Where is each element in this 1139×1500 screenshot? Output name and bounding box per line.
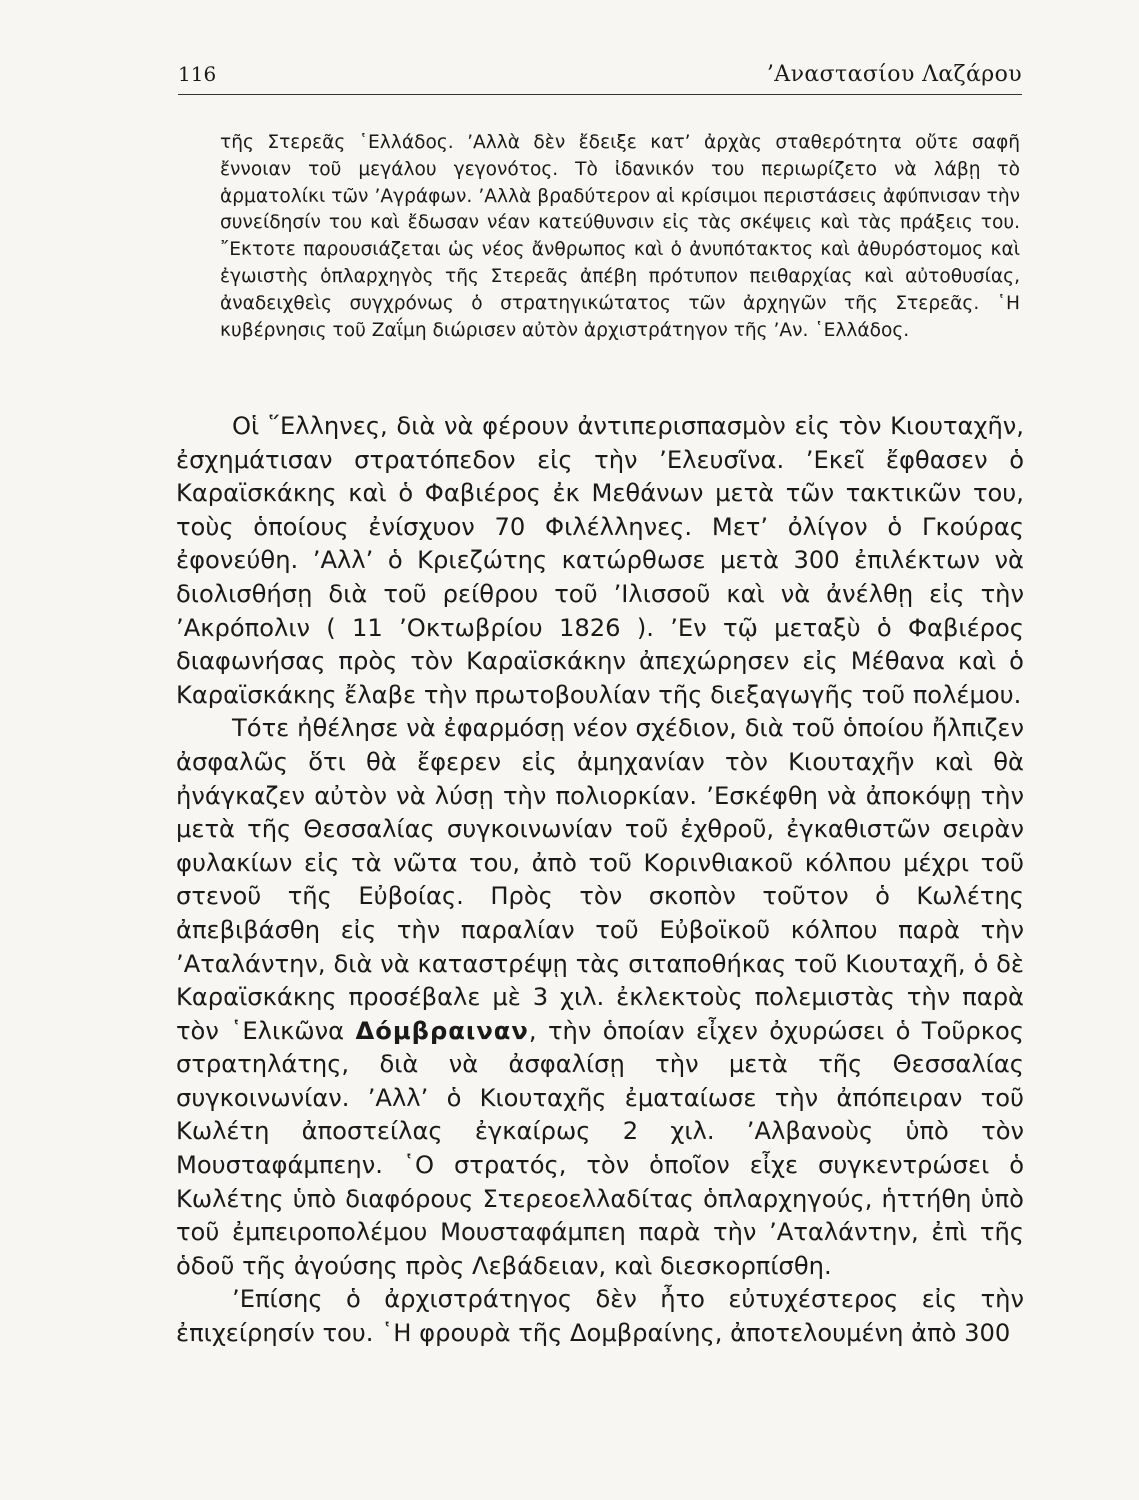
paragraph-2 [176,712,1024,1283]
paragraph-1: Οἱ ῞Ελληνες, διὰ νὰ φέρουν ἀντιπερισπασμὸν εἰς τὸν Κιουταχῆν, ἐσχημάτισαν στρατόπεδον εἰς τὴν ’Ελευσῖνα. ’Εκεῖ ἔφθασεν ὁ Καραϊσκάκης καὶ ὁ Φαβιέρος ἐκ Μεθάνων μετὰ τῶν τακτικῶν του, τοὺς ὁποίους ἐνίσχυον 70 Φιλέλληνες. Μετ’ ὀλίγον ὁ Γκούρας ἐφονεύθη. ’Αλλ’ ὁ Κριεζώτης κατώρθωσε μετὰ 300 ἐπιλέκτων νὰ διολισθήσῃ διὰ τοῦ ρείθρου τοῦ ’Ιλισσοῦ καὶ νὰ ἀνέλθῃ εἰς τὴν ’Ακρόπολιν ( 11 ’Οκτωβρίου 1826 ). ’Εν τῷ μεταξὺ ὁ Φαβιέρος διαφωνήσας πρὸς τὸν Καραϊσκάκην ἀπεχώρησεν εἰς Μέθανα καὶ ὁ Καραϊσκάκης ἔλαβε τὴν πρωτοβουλίαν τῆς διεξαγωγῆς τοῦ πολέμου. [176,412,1024,709]
highlighted-place-name: Δόμβραιναν [355,1016,529,1045]
paragraph-2-part-2: , τὴν ὁποίαν εἶχεν ὀχυρώσει ὁ Τοῦρκος στρατηλάτης, διὰ νὰ ἀσφαλίσῃ τὴν μετὰ τῆς Θεσσαλίας συγκοινωνίαν. ’Αλλ’ ὁ Κιουταχῆς ἐματαίωσε τὴν ἀπόπειραν τοῦ Κωλέτη ἀποστείλας ἐγκαίρως 2 χιλ. ’Αλβανοὺς ὑπὸ τὸν Μουσταφάμπεην. ῾Ο στρατός, τὸν ὁποῖον εἶχε συγκεντρώσει ὁ Κωλέτης ὑπὸ διαφόρους Στερεοελλαδίτας ὁπλαρχηγούς, ἡττήθη ὑπὸ τοῦ ἐμπειροπολέμου Μουσταφάμπεη παρὰ τὴν ’Αταλάντην, ἐπὶ τῆς ὁδοῦ τῆς ἀγούσης πρὸς Λεβάδειαν, καὶ διεσκορπίσθη. [176,1016,1024,1280]
quoted-excerpt [220,130,1020,344]
page-number: 116 [178,62,217,86]
paragraph-3: ’Επίσης ὁ ἀρχιστράτηγος δὲν ἦτο εὐτυχέστερος εἰς τὴν ἐπιχείρησίν του. ῾Η φρουρὰ τῆς Δομβραίνης, ἀποτελουμένη ἀπὸ 300 [176,1285,1024,1348]
paragraph-2-part-1: Τότε ἠθέλησε νὰ ἐφαρμόσῃ νέον σχέδιον, διὰ τοῦ ὁποίου ἤλπιζεν ἀσφαλῶς ὅτι θὰ ἔφερεν εἰς ἀμηχανίαν τὸν Κιουταχῆν καὶ θὰ ἠνάγκαζεν αὐτὸν νὰ λύσῃ τὴν πολιορκίαν. ’Εσκέφθη νὰ ἀποκόψῃ τὴν μετὰ τῆς Θεσσαλίας συγκοινωνίαν τοῦ ἐχθροῦ, ἐγκαθιστῶν σειρὰν φυλακίων εἰς τὰ νῶτα του, ἀπὸ τοῦ Κορινθιακοῦ κόλπου μέχρι τοῦ στενοῦ τῆς Εὐβοίας. Πρὸς τὸν σκοπὸν τοῦτον ὁ Κωλέτης ἀπεβιβάσθη εἰς τὴν παραλίαν τοῦ Εὐβοϊκοῦ κόλπου παρὰ τὴν ’Αταλάντην, διὰ νὰ καταστρέψῃ τὰς σιταποθήκας τοῦ Κιουταχῆ, ὁ δὲ Καραϊσκάκης προσέβαλε μὲ 3 χιλ. ἐκλεκτοὺς πολεμιστὰς τὴν παρὰ τὸν ῾Ελικῶνα [176,714,1024,1045]
main-text [176,410,1024,1351]
excerpt-paragraph: τῆς Στερεᾶς ῾Ελλάδος. ’Αλλὰ δὲν ἔδειξε κατ’ ἀρχὰς σταθερότητα οὔτε σαφῆ ἔννοιαν τοῦ μεγάλου γεγονότος. Τὸ ἰδανικόν του περιωρίζετο νὰ λάβῃ τὸ ἁρματολίκι τῶν ’Αγράφων. ’Αλλὰ βραδύτερον αἱ κρίσιμοι περιστάσεις ἀφύπνισαν τὴν συνείδησίν του καὶ ἔδωσαν νέαν κατεύθυνσιν εἰς τὰς σκέψεις καὶ τὰς πράξεις του. ῎Εκτοτε παρουσιάζεται ὡς νέος ἄνθρωπος καὶ ὁ ἀνυπότακτος καὶ ἀθυρόστομος καὶ ἐγωιστὴς ὁπλαρχηγὸς τῆς Στερεᾶς ἀπέβη πρότυπον πειθαρχίας καὶ αὐτοθυσίας, ἀναδειχθεὶς συγχρόνως ὁ στρατηγικώτατος τῶν ἀρχηγῶν τῆς Στερεᾶς. ῾Η κυβέρνησις τοῦ Ζαΐμη διώρισεν αὐτὸν ἀρχιστράτηγον τῆς ’Αν. ῾Ελλάδος. [220,132,1020,341]
page-header [178,60,1022,95]
running-head-author: ’Αναστασίου Λαζάρου [766,62,1022,87]
